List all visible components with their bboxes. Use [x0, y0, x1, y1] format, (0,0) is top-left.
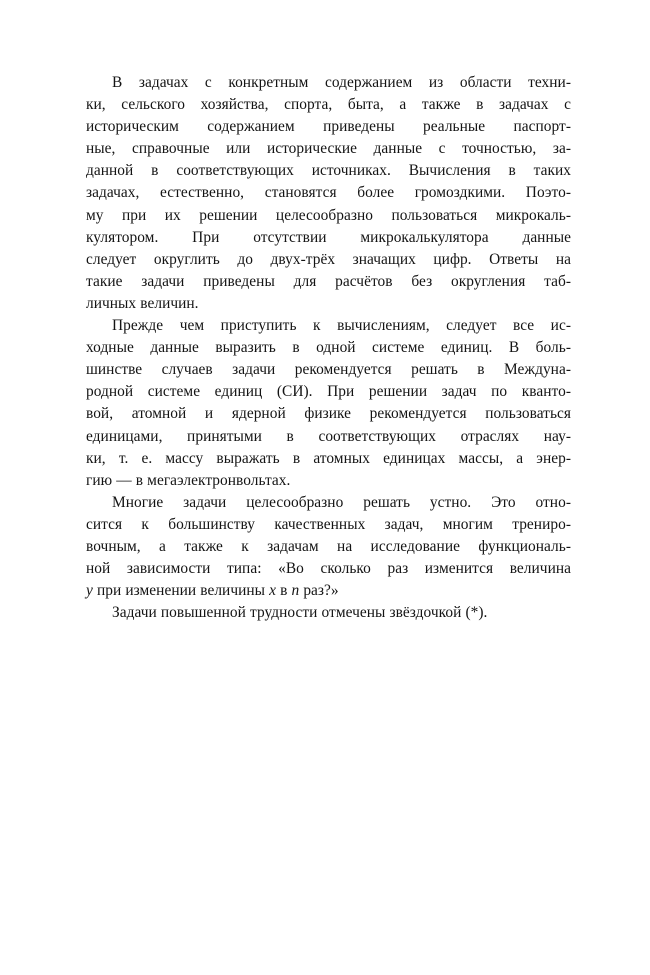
text-line: задачах, естественно, становятся более громоздкими. Поэто- [86, 184, 571, 202]
text-line: Прежде чем приступить к вычислениям, следует все ис- [112, 317, 571, 335]
text-line: кулятором. При отсутствии микрокалькулятора данные [86, 228, 571, 246]
paragraph-3 [86, 492, 571, 602]
text-line: ки, сельского хозяйства, спорта, быта, а также в задачах с [86, 96, 571, 114]
text-line: Задачи повышенной трудности отмечены звёздочкой (*). [112, 604, 488, 622]
text-line: Многие задачи целесообразно решать устно. Это отно- [112, 493, 571, 511]
text-line: вочным, а также к задачам на исследование функциональ- [86, 537, 571, 555]
paragraph-1 [86, 72, 571, 315]
paragraph-4 [86, 602, 571, 624]
body-text-block [86, 72, 571, 624]
text-line: В задачах с конкретным содержанием из области техни- [112, 74, 571, 91]
text-line-with-variables [86, 580, 571, 602]
text-line: ной зависимости типа: «Во сколько раз изменится величина [86, 560, 571, 578]
text-line: историческим содержанием приведены реальные паспорт- [86, 118, 571, 136]
text-line: шинстве случаев задачи рекомендуется решать в Междуна- [86, 361, 571, 379]
inline-text: раз?» [299, 582, 339, 600]
text-line: личных величин. [86, 294, 199, 312]
paragraph-2 [86, 315, 571, 492]
text-line: му при их решении целесообразно пользоваться микрокаль- [86, 206, 571, 224]
text-line: единицами, принятыми в соответствующих отраслях нау- [86, 427, 571, 445]
inline-text: при изменении величины [92, 582, 270, 600]
text-line: следует округлить до двух-трёх значащих цифр. Ответы на [86, 250, 571, 268]
text-line: родной системе единиц (СИ). При решении задач по кванто- [86, 383, 571, 401]
text-line: ходные данные выразить в одной системе единиц. В боль- [86, 339, 571, 357]
math-variable-y: y [86, 582, 93, 600]
inline-text: в [276, 582, 292, 600]
text-line: гию — в мегаэлектронвольтах. [86, 471, 291, 489]
text-line: сится к большинству качественных задач, многим трениро- [86, 515, 571, 533]
text-line: данной в соответствующих источниках. Вычисления в таких [86, 162, 571, 180]
text-line: вой, атомной и ядерной физике рекомендуется пользоваться [86, 405, 571, 423]
math-variable-x: x [269, 582, 276, 600]
text-line: ные, справочные или исторические данные с точностью, за- [86, 140, 571, 158]
text-line: такие задачи приведены для расчётов без округления таб- [86, 272, 571, 290]
math-variable-n: n [291, 582, 300, 600]
text-line: ки, т. е. массу выражать в атомных единицах массы, а энер- [86, 449, 571, 467]
